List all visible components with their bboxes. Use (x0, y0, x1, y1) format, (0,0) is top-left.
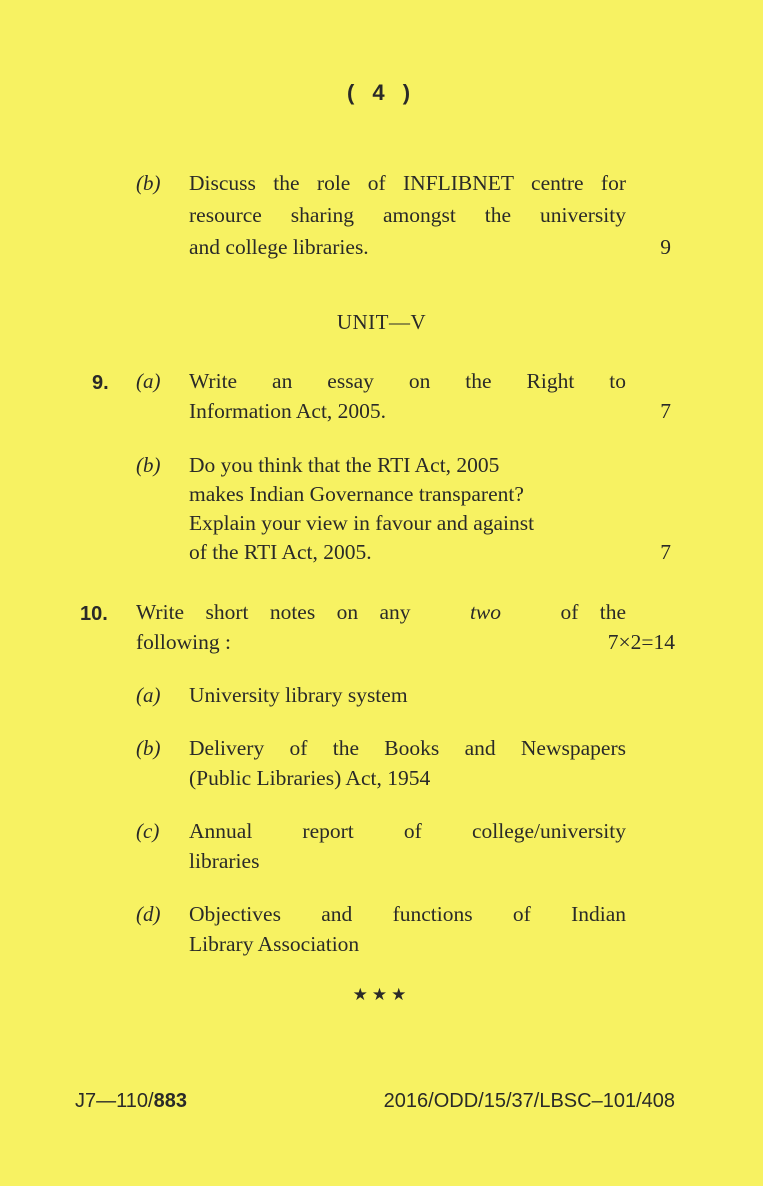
marks: 7 (660, 540, 671, 564)
item-text-line: libraries (189, 849, 260, 873)
question-number: 9. (92, 372, 109, 394)
item-text-line: Objectives and functions of Indian (189, 902, 626, 926)
footer (75, 1090, 675, 1113)
item-label: (b) (136, 453, 161, 477)
question-text-line: Discuss the role of INFLIBNET centre for (189, 171, 626, 195)
question-8b (0, 168, 763, 263)
marks: 7 (660, 399, 671, 423)
marks: 7×2=14 (607, 630, 675, 654)
item-label: (b) (136, 736, 161, 760)
question-text-line: Write an essay on the Right to (189, 369, 626, 393)
item-label: (b) (136, 171, 161, 195)
question-text-line: makes Indian Governance transparent? (189, 482, 524, 506)
question-number: 10. (80, 603, 108, 625)
item-text-line: Library Association (189, 932, 360, 956)
item-label: (a) (136, 369, 161, 393)
marks: 9 (660, 235, 671, 259)
item-label: (d) (136, 902, 161, 926)
end-of-paper-stars: ★★★ (352, 985, 411, 1004)
item-text-line: University library system (189, 683, 408, 707)
print-code (75, 1090, 187, 1113)
question-text-line: resource sharing amongst the university (189, 203, 626, 227)
question-text-line: Explain your view in favour and against (189, 511, 535, 535)
question-text-line: of the RTI Act, 2005. (189, 540, 372, 564)
paper-code: 2016/ODD/15/37/LBSC–101/408 (383, 1090, 675, 1112)
intro-text: of the (560, 600, 626, 624)
question-text-line: and college libraries. (189, 235, 369, 259)
item-label: (c) (136, 819, 160, 843)
item-text-line: Annual report of college/university (189, 819, 626, 843)
question-intro-line: following : (136, 630, 231, 654)
item-label: (a) (136, 683, 161, 707)
item-text-line: Delivery of the Books and Newspapers (189, 736, 626, 760)
print-code-number: 883 (153, 1090, 187, 1112)
question-9 (0, 366, 763, 586)
question-10 (0, 597, 763, 967)
unit-heading: UNIT—V (336, 310, 427, 334)
page-number: ( 4 ) (346, 80, 417, 105)
print-code-prefix: J7—110/ (75, 1090, 154, 1112)
intro-text: Write short notes on any (136, 600, 411, 624)
question-intro-line (136, 597, 626, 627)
item-text-line: (Public Libraries) Act, 1954 (189, 766, 431, 790)
question-text-line: Do you think that the RTI Act, 2005 (189, 453, 500, 477)
question-text-line: Information Act, 2005. (189, 399, 387, 423)
intro-emphasis: two (469, 600, 502, 624)
